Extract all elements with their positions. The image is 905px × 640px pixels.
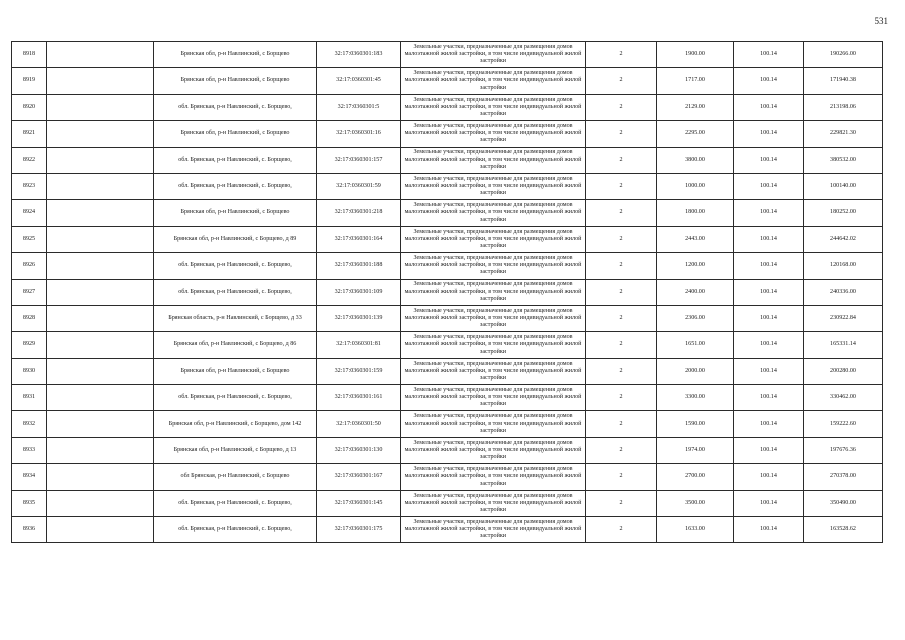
table-row [12,94,883,120]
rate-cell: 100.14 [734,94,804,120]
empty-cell [47,464,154,490]
land-use-cell: Земельные участки, предназначенные для размещения домов малоэтажной жилой застройки, в том числе индивидуальной жилой застройки [401,490,586,516]
land-use-cell: Земельные участки, предназначенные для размещения домов малоэтажной жилой застройки, в том числе индивидуальной жилой застройки [401,385,586,411]
rate-cell: 100.14 [734,42,804,68]
cadastral-number-cell: 32:17:0360301:109 [317,279,401,305]
cadastral-value-cell: 380532.00 [804,147,883,173]
area-cell: 1590.00 [657,411,734,437]
cadastral-number-cell: 32:17:0360301:175 [317,517,401,543]
row-number-cell: 8926 [12,253,47,279]
cadastral-number-cell: 32:17:0360301:157 [317,147,401,173]
address-cell: Брянская обл, р-н Навлинский, с Борщево, д 13 [154,437,317,463]
area-cell: 2295.00 [657,121,734,147]
cadastral-number-cell: 32:17:0360301:188 [317,253,401,279]
cadastral-number-cell: 32:17:0360301:45 [317,68,401,94]
empty-cell [47,226,154,252]
category-cell: 2 [586,121,657,147]
land-use-cell: Земельные участки, предназначенные для размещения домов малоэтажной жилой застройки, в том числе индивидуальной жилой застройки [401,42,586,68]
area-cell: 1000.00 [657,173,734,199]
land-use-cell: Земельные участки, предназначенные для размещения домов малоэтажной жилой застройки, в том числе индивидуальной жилой застройки [401,147,586,173]
empty-cell [47,42,154,68]
empty-cell [47,147,154,173]
empty-cell [47,94,154,120]
empty-cell [47,279,154,305]
area-cell: 1900.00 [657,42,734,68]
category-cell: 2 [586,253,657,279]
table-row [12,411,883,437]
category-cell: 2 [586,411,657,437]
area-cell: 1717.00 [657,68,734,94]
land-use-cell: Земельные участки, предназначенные для размещения домов малоэтажной жилой застройки, в том числе индивидуальной жилой застройки [401,200,586,226]
land-use-cell: Земельные участки, предназначенные для размещения домов малоэтажной жилой застройки, в том числе индивидуальной жилой застройки [401,464,586,490]
empty-cell [47,253,154,279]
cadastral-value-cell: 200280.00 [804,358,883,384]
row-number-cell: 8922 [12,147,47,173]
rate-cell: 100.14 [734,464,804,490]
address-cell: Брянская обл, р-н Навлинский, с Борщево, дом 142 [154,411,317,437]
table-row [12,147,883,173]
category-cell: 2 [586,437,657,463]
land-use-cell: Земельные участки, предназначенные для размещения домов малоэтажной жилой застройки, в том числе индивидуальной жилой застройки [401,437,586,463]
cadastral-value-cell: 244642.02 [804,226,883,252]
row-number-cell: 8930 [12,358,47,384]
area-cell: 2000.00 [657,358,734,384]
row-number-cell: 8919 [12,68,47,94]
row-number-cell: 8935 [12,490,47,516]
category-cell: 2 [586,200,657,226]
table-row [12,253,883,279]
empty-cell [47,200,154,226]
row-number-cell: 8925 [12,226,47,252]
cadastral-value-cell: 229821.30 [804,121,883,147]
address-cell: Брянская обл, р-н Навлинский, с Борщево, д 89 [154,226,317,252]
area-cell: 3800.00 [657,147,734,173]
land-use-cell: Земельные участки, предназначенные для размещения домов малоэтажной жилой застройки, в том числе индивидуальной жилой застройки [401,411,586,437]
category-cell: 2 [586,42,657,68]
cadastral-value-cell: 159222.60 [804,411,883,437]
land-use-cell: Земельные участки, предназначенные для размещения домов малоэтажной жилой застройки, в том числе индивидуальной жилой застройки [401,68,586,94]
cadastral-number-cell: 32:17:0360301:139 [317,305,401,331]
row-number-cell: 8918 [12,42,47,68]
row-number-cell: 8928 [12,305,47,331]
area-cell: 2443.00 [657,226,734,252]
cadastral-value-cell: 190266.00 [804,42,883,68]
empty-cell [47,68,154,94]
rate-cell: 100.14 [734,411,804,437]
empty-cell [47,358,154,384]
rate-cell: 100.14 [734,121,804,147]
area-cell: 1200.00 [657,253,734,279]
cadastral-value-cell: 120168.00 [804,253,883,279]
cadastral-value-cell: 197676.36 [804,437,883,463]
area-cell: 1651.00 [657,332,734,358]
cadastral-value-cell: 100140.00 [804,173,883,199]
rate-cell: 100.14 [734,358,804,384]
cadastral-value-cell: 270378.00 [804,464,883,490]
table-row [12,490,883,516]
empty-cell [47,332,154,358]
land-use-cell: Земельные участки, предназначенные для размещения домов малоэтажной жилой застройки, в том числе индивидуальной жилой застройки [401,253,586,279]
area-cell: 1633.00 [657,517,734,543]
cadastral-number-cell: 32:17:0360301:159 [317,358,401,384]
cadastral-value-cell: 213198.06 [804,94,883,120]
category-cell: 2 [586,226,657,252]
cadastral-value-cell: 350490.00 [804,490,883,516]
cadastral-number-cell: 32:17:0360301:145 [317,490,401,516]
rate-cell: 100.14 [734,226,804,252]
address-cell: обл. Брянская, р-н Навлинский, с. Борщево, [154,385,317,411]
page-number: 531 [874,16,888,26]
land-use-cell: Земельные участки, предназначенные для размещения домов малоэтажной жилой застройки, в том числе индивидуальной жилой застройки [401,121,586,147]
area-cell: 2700.00 [657,464,734,490]
empty-cell [47,385,154,411]
address-cell: обл. Брянская, р-н Навлинский, с. Борщево, [154,173,317,199]
land-use-cell: Земельные участки, предназначенные для размещения домов малоэтажной жилой застройки, в том числе индивидуальной жилой застройки [401,226,586,252]
rate-cell: 100.14 [734,173,804,199]
rate-cell: 100.14 [734,437,804,463]
address-cell: Брянская область, р-н Навлинский, с Борщево, д 33 [154,305,317,331]
rate-cell: 100.14 [734,305,804,331]
cadastral-number-cell: 32:17:0360301:81 [317,332,401,358]
category-cell: 2 [586,517,657,543]
table-row [12,173,883,199]
address-cell: обл. Брянская, р-н Навлинский, с. Борщево, [154,94,317,120]
land-use-cell: Земельные участки, предназначенные для размещения домов малоэтажной жилой застройки, в том числе индивидуальной жилой застройки [401,305,586,331]
cadastral-value-cell: 171940.38 [804,68,883,94]
cadastral-value-cell: 163528.62 [804,517,883,543]
category-cell: 2 [586,94,657,120]
area-cell: 2306.00 [657,305,734,331]
row-number-cell: 8929 [12,332,47,358]
cadastral-number-cell: 32:17:0360301:161 [317,385,401,411]
table-row [12,68,883,94]
row-number-cell: 8933 [12,437,47,463]
cadastral-value-cell: 230922.84 [804,305,883,331]
cadastral-value-cell: 240336.00 [804,279,883,305]
table-row [12,305,883,331]
category-cell: 2 [586,173,657,199]
row-number-cell: 8927 [12,279,47,305]
table-row [12,332,883,358]
address-cell: Брянская обл, р-н Навлинский, с Борщево [154,42,317,68]
table-body [12,42,883,543]
table-row [12,358,883,384]
empty-cell [47,173,154,199]
table-row [12,200,883,226]
area-cell: 2400.00 [657,279,734,305]
rate-cell: 100.14 [734,253,804,279]
area-cell: 3500.00 [657,490,734,516]
address-cell: Брянская обл, р-н Навлинский, с Борщево, д 86 [154,332,317,358]
row-number-cell: 8924 [12,200,47,226]
land-use-cell: Земельные участки, предназначенные для размещения домов малоэтажной жилой застройки, в том числе индивидуальной жилой застройки [401,94,586,120]
table-row [12,437,883,463]
rate-cell: 100.14 [734,200,804,226]
row-number-cell: 8921 [12,121,47,147]
land-use-cell: Земельные участки, предназначенные для размещения домов малоэтажной жилой застройки, в том числе индивидуальной жилой застройки [401,279,586,305]
table-row [12,464,883,490]
address-cell: обл. Брянская, р-н Навлинский, с. Борщево, [154,279,317,305]
address-cell: обл. Брянская, р-н Навлинский, с. Борщево, [154,253,317,279]
category-cell: 2 [586,464,657,490]
area-cell: 1800.00 [657,200,734,226]
cadastral-number-cell: 32:17:0360301:167 [317,464,401,490]
rate-cell: 100.14 [734,147,804,173]
empty-cell [47,437,154,463]
empty-cell [47,490,154,516]
address-cell: обл Брянская, р-н Навлинский, с Борщево [154,464,317,490]
empty-cell [47,411,154,437]
address-cell: Брянская обл, р-н Навлинский, с Борщево [154,121,317,147]
land-use-cell: Земельные участки, предназначенные для размещения домов малоэтажной жилой застройки, в том числе индивидуальной жилой застройки [401,332,586,358]
rate-cell: 100.14 [734,490,804,516]
cadastral-number-cell: 32:17:0360301:50 [317,411,401,437]
table-row [12,279,883,305]
table-row [12,517,883,543]
cadastral-value-cell: 165331.14 [804,332,883,358]
rate-cell: 100.14 [734,385,804,411]
address-cell: обл. Брянская, р-н Навлинский, с. Борщево, [154,147,317,173]
category-cell: 2 [586,68,657,94]
category-cell: 2 [586,332,657,358]
cadastral-number-cell: 32:17:0360301:218 [317,200,401,226]
category-cell: 2 [586,358,657,384]
row-number-cell: 8932 [12,411,47,437]
cadastral-number-cell: 32:17:0360301:16 [317,121,401,147]
cadastral-number-cell: 32:17:0360301:130 [317,437,401,463]
row-number-cell: 8931 [12,385,47,411]
address-cell: Брянская обл, р-н Навлинский, с Борщево [154,68,317,94]
cadastral-number-cell: 32:17:0360301:5 [317,94,401,120]
row-number-cell: 8920 [12,94,47,120]
cadastral-number-cell: 32:17:0360301:183 [317,42,401,68]
land-use-cell: Земельные участки, предназначенные для размещения домов малоэтажной жилой застройки, в том числе индивидуальной жилой застройки [401,517,586,543]
table-row [12,385,883,411]
empty-cell [47,305,154,331]
land-registry-table [11,41,883,543]
rate-cell: 100.14 [734,279,804,305]
address-cell: обл. Брянская, р-н Навлинский, с. Борщево, [154,490,317,516]
category-cell: 2 [586,385,657,411]
table-row [12,121,883,147]
area-cell: 3300.00 [657,385,734,411]
cadastral-value-cell: 180252.00 [804,200,883,226]
rate-cell: 100.14 [734,517,804,543]
rate-cell: 100.14 [734,68,804,94]
table-row [12,226,883,252]
category-cell: 2 [586,279,657,305]
land-use-cell: Земельные участки, предназначенные для размещения домов малоэтажной жилой застройки, в том числе индивидуальной жилой застройки [401,358,586,384]
row-number-cell: 8923 [12,173,47,199]
address-cell: Брянская обл, р-н Навлинский, с Борщево [154,200,317,226]
empty-cell [47,517,154,543]
address-cell: обл. Брянская, р-н Навлинский, с. Борщево, [154,517,317,543]
table-row [12,42,883,68]
cadastral-number-cell: 32:17:0360301:59 [317,173,401,199]
area-cell: 1974.00 [657,437,734,463]
rate-cell: 100.14 [734,332,804,358]
row-number-cell: 8936 [12,517,47,543]
category-cell: 2 [586,490,657,516]
address-cell: Брянская обл, р-н Навлинский, с Борщево [154,358,317,384]
cadastral-value-cell: 330462.00 [804,385,883,411]
category-cell: 2 [586,305,657,331]
empty-cell [47,121,154,147]
row-number-cell: 8934 [12,464,47,490]
land-use-cell: Земельные участки, предназначенные для размещения домов малоэтажной жилой застройки, в том числе индивидуальной жилой застройки [401,173,586,199]
category-cell: 2 [586,147,657,173]
cadastral-number-cell: 32:17:0360301:164 [317,226,401,252]
area-cell: 2129.00 [657,94,734,120]
